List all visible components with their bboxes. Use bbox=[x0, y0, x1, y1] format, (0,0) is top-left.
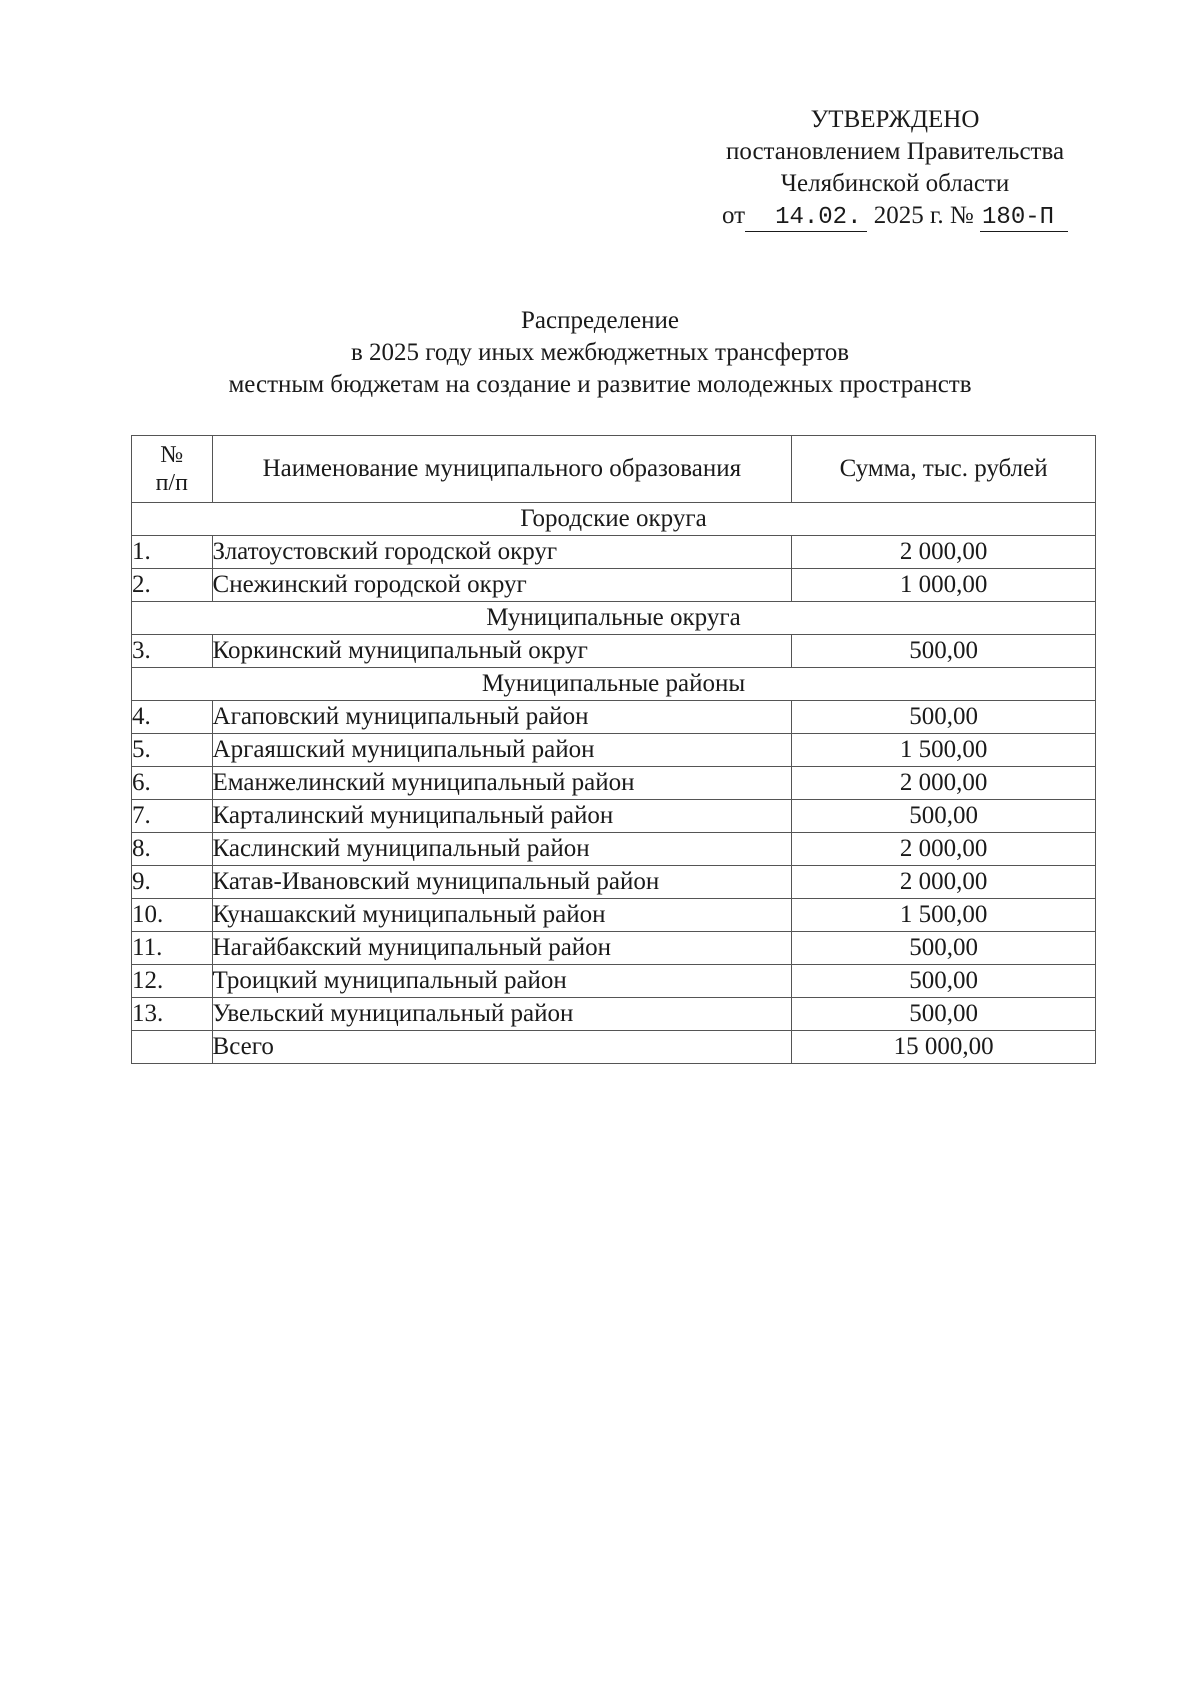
row-name: Карталинский муниципальный район bbox=[212, 800, 792, 833]
row-sum: 500,00 bbox=[792, 998, 1096, 1031]
row-name: Каслинский муниципальный район bbox=[212, 833, 792, 866]
row-num: 10. bbox=[132, 899, 213, 932]
row-num: 3. bbox=[132, 635, 213, 668]
table-row bbox=[132, 767, 1096, 800]
row-name: Катав-Ивановский муниципальный район bbox=[212, 866, 792, 899]
row-sum: 2 000,00 bbox=[792, 767, 1096, 800]
table-row bbox=[132, 998, 1096, 1031]
heading-line-3: местным бюджетам на создание и развитие молодежных пространств bbox=[228, 371, 972, 398]
distribution-table bbox=[131, 435, 1096, 1064]
row-sum: 1 000,00 bbox=[792, 569, 1096, 602]
row-sum: 2 000,00 bbox=[792, 833, 1096, 866]
approval-from-prefix: от bbox=[721, 202, 746, 229]
table-row bbox=[132, 800, 1096, 833]
section-row bbox=[132, 503, 1096, 536]
row-sum: 500,00 bbox=[792, 701, 1096, 734]
row-num: 13. bbox=[132, 998, 213, 1031]
total-label: Всего bbox=[212, 1031, 792, 1064]
row-name: Аргаяшский муниципальный район bbox=[212, 734, 792, 767]
total-num bbox=[132, 1031, 213, 1064]
approval-line-region: Челябинской области bbox=[780, 170, 1010, 197]
header-num-symbol: № bbox=[160, 442, 184, 468]
total-row bbox=[132, 1031, 1096, 1064]
row-sum: 2 000,00 bbox=[792, 866, 1096, 899]
section-title: Муниципальные округа bbox=[132, 602, 1096, 635]
row-sum: 500,00 bbox=[792, 932, 1096, 965]
table-body bbox=[132, 503, 1096, 1064]
table-row bbox=[132, 701, 1096, 734]
section-title: Городские округа bbox=[132, 503, 1096, 536]
header-num-pp: п/п bbox=[155, 470, 188, 496]
row-name: Троицкий муниципальный район bbox=[212, 965, 792, 998]
table-row bbox=[132, 833, 1096, 866]
section-row bbox=[132, 668, 1096, 701]
row-num: 12. bbox=[132, 965, 213, 998]
table-row bbox=[132, 965, 1096, 998]
approval-date-filled: 14.02. bbox=[745, 205, 867, 232]
table-row bbox=[132, 734, 1096, 767]
section-row bbox=[132, 602, 1096, 635]
approval-number-filled: 180-П bbox=[980, 205, 1068, 232]
approval-title: УТВЕРЖДЕНО bbox=[810, 106, 980, 133]
row-num: 2. bbox=[132, 569, 213, 602]
row-num: 1. bbox=[132, 536, 213, 569]
row-sum: 500,00 bbox=[792, 635, 1096, 668]
table-row bbox=[132, 866, 1096, 899]
table-header-row bbox=[132, 436, 1096, 503]
row-sum: 500,00 bbox=[792, 965, 1096, 998]
table-row bbox=[132, 536, 1096, 569]
heading-line-1: Распределение bbox=[521, 307, 679, 334]
header-sum: Сумма, тыс. рублей bbox=[792, 436, 1096, 503]
table-row bbox=[132, 932, 1096, 965]
row-num: 8. bbox=[132, 833, 213, 866]
approval-block bbox=[660, 104, 1130, 232]
row-name: Еманжелинский муниципальный район bbox=[212, 767, 792, 800]
table-row bbox=[132, 569, 1096, 602]
document-heading bbox=[140, 305, 1060, 401]
approval-date-number-line bbox=[660, 200, 1130, 232]
row-name: Снежинский городской округ bbox=[212, 569, 792, 602]
approval-line-resolution: постановлением Правительства bbox=[725, 138, 1065, 165]
row-name: Кунашакский муниципальный район bbox=[212, 899, 792, 932]
header-num bbox=[132, 436, 213, 503]
row-sum: 2 000,00 bbox=[792, 536, 1096, 569]
header-name: Наименование муниципального образования bbox=[212, 436, 792, 503]
section-title: Муниципальные районы bbox=[132, 668, 1096, 701]
row-name: Увельский муниципальный район bbox=[212, 998, 792, 1031]
row-num: 7. bbox=[132, 800, 213, 833]
row-sum: 1 500,00 bbox=[792, 734, 1096, 767]
row-sum: 1 500,00 bbox=[792, 899, 1096, 932]
approval-year-text: 2025 г. № bbox=[873, 202, 974, 229]
row-name: Нагайбакский муниципальный район bbox=[212, 932, 792, 965]
row-num: 5. bbox=[132, 734, 213, 767]
row-num: 4. bbox=[132, 701, 213, 734]
table-row bbox=[132, 635, 1096, 668]
row-sum: 500,00 bbox=[792, 800, 1096, 833]
total-sum: 15 000,00 bbox=[792, 1031, 1096, 1064]
row-name: Коркинский муниципальный округ bbox=[212, 635, 792, 668]
row-name: Агаповский муниципальный район bbox=[212, 701, 792, 734]
heading-line-2: в 2025 году иных межбюджетных трансфертов bbox=[350, 339, 850, 366]
row-num: 11. bbox=[132, 932, 213, 965]
row-name: Златоустовский городской округ bbox=[212, 536, 792, 569]
table-row bbox=[132, 899, 1096, 932]
row-num: 6. bbox=[132, 767, 213, 800]
row-num: 9. bbox=[132, 866, 213, 899]
